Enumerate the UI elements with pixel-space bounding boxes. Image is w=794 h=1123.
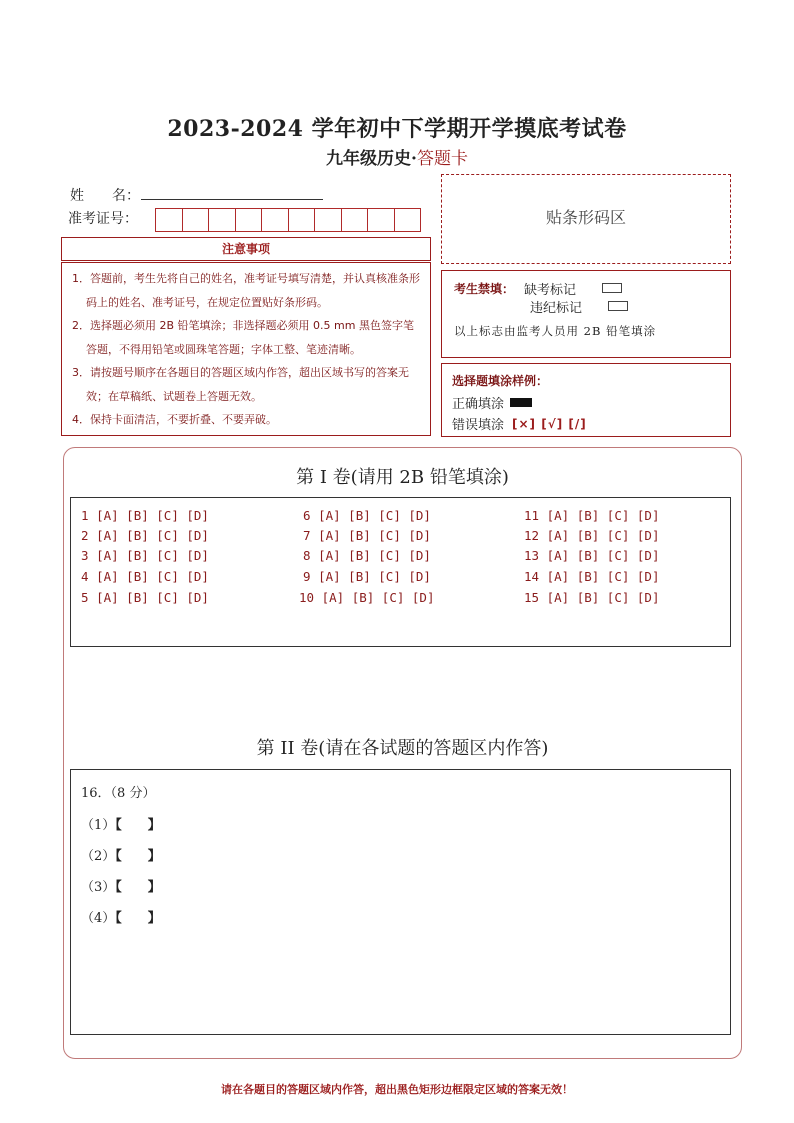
examiner-only-box [441, 270, 731, 358]
wrong-fill-label: 错误填涂 [452, 418, 505, 433]
notice-heading: 注意事项 [61, 237, 431, 261]
section2-title: 第 II 卷(请在各试题的答题区内作答) [256, 738, 549, 759]
choice-row[interactable]: 14 [A] [B] [C] [D] [524, 569, 660, 584]
id-digit-box[interactable] [341, 208, 369, 232]
q16-heading: 16．（8 分） [81, 786, 156, 801]
choice-row[interactable]: 7 [A] [B] [C] [D] [303, 528, 431, 543]
q16-part[interactable]: （1）【 】 [81, 818, 161, 833]
wrong-fill-marks: [×] [√] [/] [512, 416, 587, 431]
exam-id-boxes[interactable] [155, 208, 420, 232]
notice-item: 4．保持卡面清洁，不要折叠、不要弄破。 [72, 413, 277, 426]
footer-warning: 请在各题目的答题区域内作答，超出黑色矩形边框限定区域的答案无效！ [221, 1083, 573, 1096]
q16-part[interactable]: （3）【 】 [81, 880, 161, 895]
page-title: 2023-2024 学年初中下学期开学摸底考试卷 [167, 116, 627, 142]
choice-row[interactable]: 1 [A] [B] [C] [D] [81, 508, 209, 523]
q16-part[interactable]: （4）【 】 [81, 911, 161, 926]
q16-answer-box[interactable] [70, 769, 731, 1035]
id-digit-box[interactable] [394, 208, 422, 232]
correct-fill-label: 正确填涂 [452, 397, 505, 412]
q16-part[interactable]: （2）【 】 [81, 849, 161, 864]
subtitle-main: 九年级历史· [326, 149, 417, 169]
violation-mark-box[interactable] [608, 301, 628, 311]
choice-row[interactable]: 9 [A] [B] [C] [D] [303, 569, 431, 584]
choice-row[interactable]: 13 [A] [B] [C] [D] [524, 548, 660, 563]
id-digit-box[interactable] [367, 208, 395, 232]
violation-label: 违纪标记 [530, 300, 583, 316]
id-digit-box[interactable] [208, 208, 236, 232]
choice-row[interactable]: 10 [A] [B] [C] [D] [299, 590, 435, 605]
choice-row[interactable]: 3 [A] [B] [C] [D] [81, 548, 209, 563]
id-digit-box[interactable] [288, 208, 316, 232]
choice-row[interactable]: 8 [A] [B] [C] [D] [303, 548, 431, 563]
choice-row[interactable]: 11 [A] [B] [C] [D] [524, 508, 660, 523]
absent-mark-box[interactable] [602, 283, 622, 293]
notice-item: 1．答题前，考生先将自己的姓名，准考证号填写清楚，并认真核准条形码上的姓名、准考证号，在规定位置贴好条形码。 [72, 272, 420, 309]
id-label: 准考证号： [68, 211, 138, 227]
fill-sample-box [441, 363, 731, 437]
ban-note: 以上标志由监考人员用 2B 铅笔填涂 [454, 324, 657, 338]
choice-grid [70, 497, 731, 647]
id-digit-box[interactable] [182, 208, 210, 232]
choice-row[interactable]: 12 [A] [B] [C] [D] [524, 528, 660, 543]
absent-label: 缺考标记 [524, 282, 577, 298]
notice-item: 2．选择题必须用 2B 铅笔填涂；非选择题必须用 0.5 mm 黑色签字笔答题，不得用铅笔或圆珠笔答题；字体工整、笔迹清晰。 [72, 319, 414, 356]
barcode-area: 贴条形码区 [441, 174, 731, 264]
id-digit-box[interactable] [261, 208, 289, 232]
choice-row[interactable]: 6 [A] [B] [C] [D] [303, 508, 431, 523]
notice-box [61, 262, 431, 436]
id-digit-box[interactable] [155, 208, 183, 232]
choice-row[interactable]: 4 [A] [B] [C] [D] [81, 569, 209, 584]
sample-heading: 选择题填涂样例： [452, 374, 549, 388]
choice-row[interactable]: 15 [A] [B] [C] [D] [524, 590, 660, 605]
page-subtitle [0, 144, 794, 169]
id-digit-box[interactable] [235, 208, 263, 232]
choice-row[interactable]: 5 [A] [B] [C] [D] [81, 590, 209, 605]
name-input-line[interactable] [141, 199, 323, 200]
section1-title: 第 I 卷(请用 2B 铅笔填涂) [296, 467, 509, 488]
name-label: 姓 名： [70, 188, 140, 204]
ban-label: 考生禁填： [454, 281, 515, 296]
correct-fill-mark [510, 398, 532, 407]
choice-row[interactable]: 2 [A] [B] [C] [D] [81, 528, 209, 543]
id-digit-box[interactable] [314, 208, 342, 232]
notice-item: 3．请按题号顺序在各题目的答题区域内作答，超出区域书写的答案无效；在草稿纸、试题卷上答题无效。 [72, 366, 409, 403]
subtitle-card: 答题卡 [416, 149, 468, 169]
